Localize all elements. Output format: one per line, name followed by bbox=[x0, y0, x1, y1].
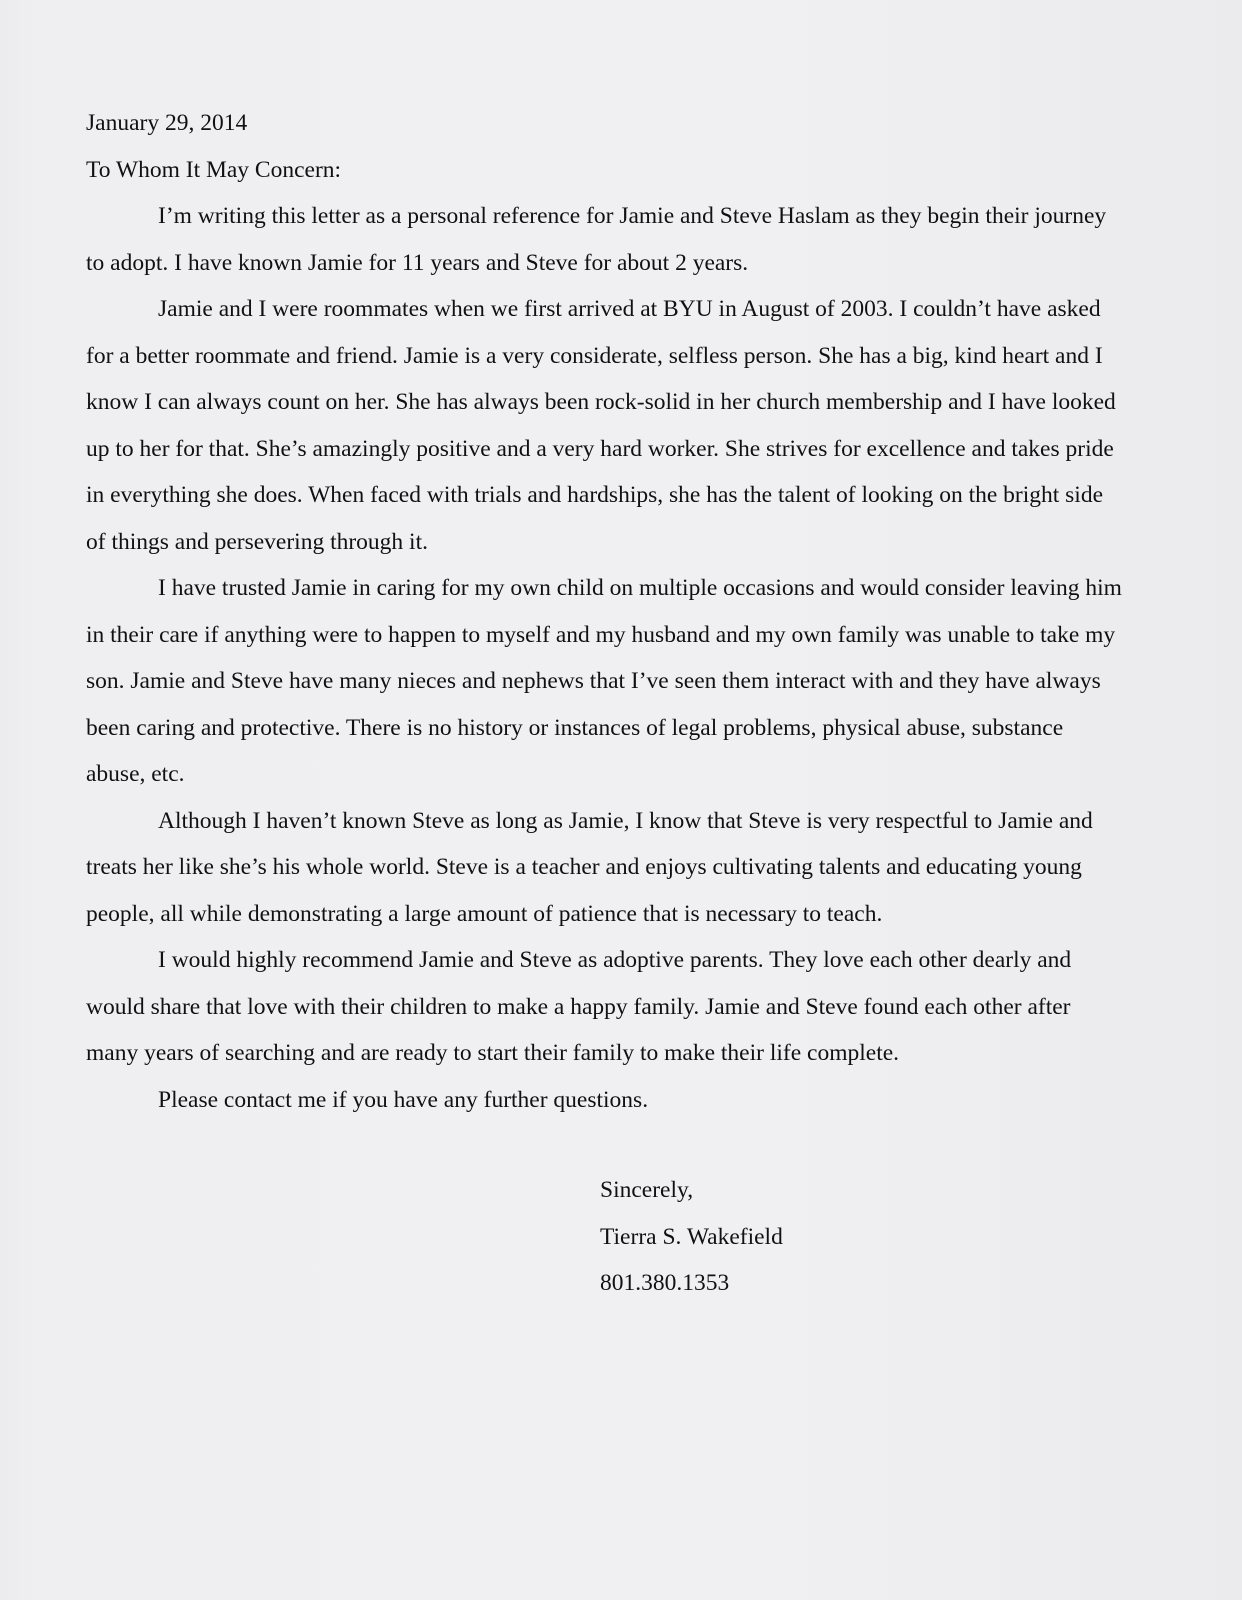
letter-body bbox=[86, 100, 1126, 1123]
signer-name: Tierra S. Wakefield bbox=[600, 1223, 783, 1250]
letter-salutation: To Whom It May Concern: bbox=[86, 156, 342, 183]
closing-text: Sincerely, bbox=[600, 1177, 694, 1203]
letter-date: January 29, 2014 bbox=[86, 110, 248, 136]
paragraph-intro: I’m writing this letter as a personal reference for Jamie and Steve Haslam as they begin their journey to adopt. I have known Jamie for 11 years and Steve for about 2 years. bbox=[86, 203, 1107, 276]
signer-phone: 801.380.1353 bbox=[600, 1270, 730, 1296]
paragraph-contact: Please contact me if you have any further questions. bbox=[158, 1086, 649, 1113]
paragraph-steve: Although I haven’t known Steve as long as Jamie, I know that Steve is very respectful to Jamie and treats her like she’s his whole world. Steve is a teacher and enjoys cultivating talents and educating young people, all while demonstrating a large amount of patience that is necessary to teach. bbox=[86, 807, 1093, 927]
paragraph-roommates: Jamie and I were roommates when we first arrived at BYU in August of 2003. I couldn’t have asked for a better roommate and friend. Jamie is a very considerate, selfless person. She has a big, kind heart and I know I can always count on her. She has always been rock-solid in her church membership and I have looked up to her for that. She’s amazingly positive and a very hard worker. She strives for excellence and takes pride in everything she does. When faced with trials and hardships, she has the talent of looking on the bright side of things and persevering through it. bbox=[86, 296, 1116, 555]
paragraph-recommendation: I would highly recommend Jamie and Steve as adoptive parents. They love each other dearly and would share that love with their children to make a happy family. Jamie and Steve found each other after many years of searching and are ready to start their family to make their life complete. bbox=[86, 947, 1072, 1066]
signature-block bbox=[600, 1167, 783, 1307]
paragraph-childcare: I have trusted Jamie in caring for my own child on multiple occasions and would consider leaving him in their care if anything were to happen to myself and my husband and my own family was unable to take my son. Jamie and Steve have many nieces and nephews that I’ve seen them interact with and they have always been caring and protective. There is no history or instances of legal problems, physical abuse, substance abuse, etc. bbox=[86, 575, 1122, 787]
